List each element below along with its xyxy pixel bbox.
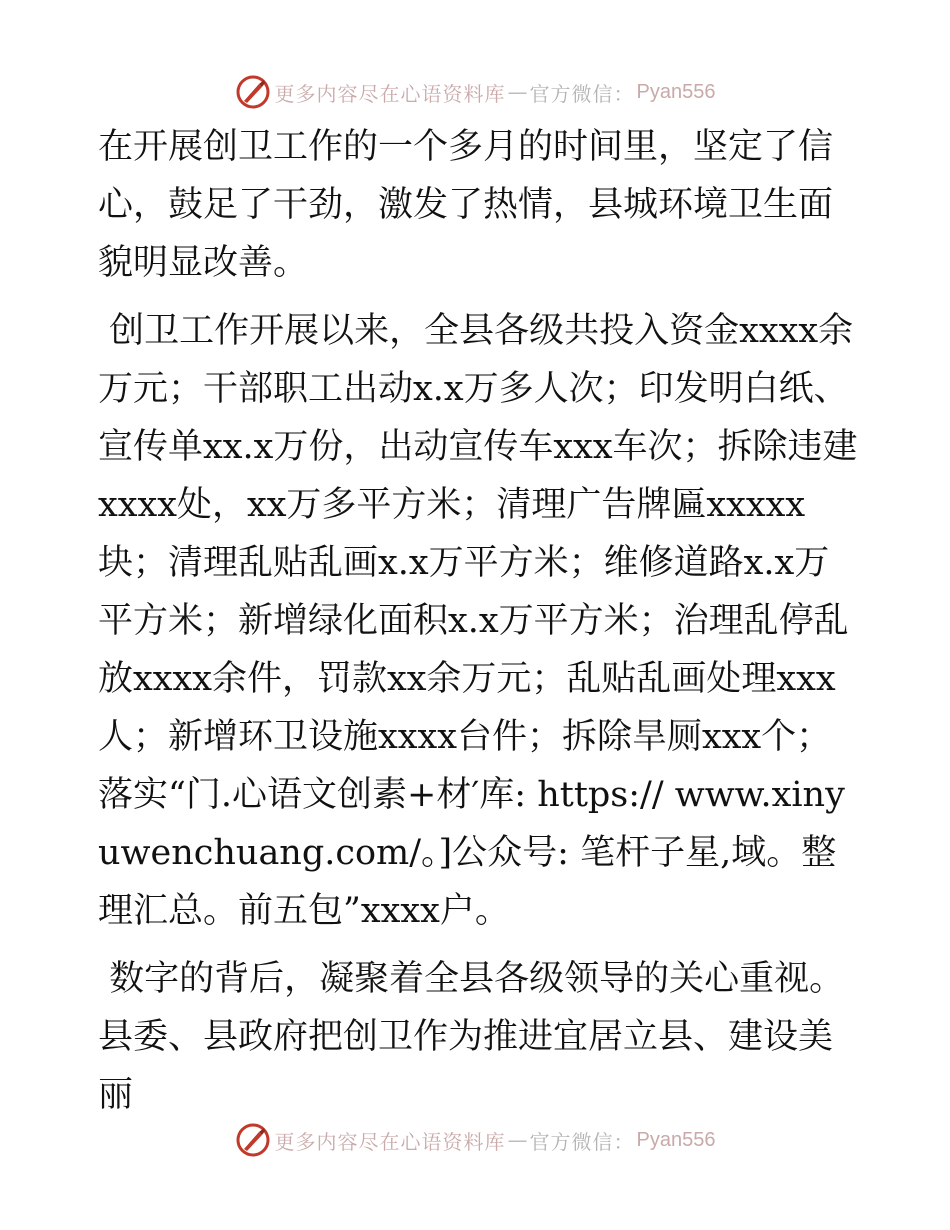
paragraph-2: 创卫工作开展以来，全县各级共投入资金xxxx余万元；干部职工出动x.x万多人次；印发明白纸、宣传单xx.x万份，出动宣传车xxx车次；拆除违建xxxx处，xx万多平方米；清理广告牌匾xxxxx块；清理乱贴乱画x.x万平方米；维修道路x.x万平方米；新增绿化面积x.x万平方米；治理乱停乱放xxxx余件，罚款xx余万元；乱贴乱画处理xxx人；新增环卫设施xxxx台件；拆除旱厕xxx个；落实“门.心语文创素+材′库: https:// www.xinyuwenchuang.com/。]公众号: 笔杆子星,域。整理汇总。前五包”xxxx户。 <box>98 311 858 931</box>
footer-separator: — <box>507 1128 528 1152</box>
document-body <box>98 118 858 1124</box>
paragraph-1: 在开展创卫工作的一个多月的时间里，坚定了信心，鼓足了干劲，激发了热情，县城环境卫生面貌明显改善。 <box>98 127 834 283</box>
header-watermark <box>0 72 950 112</box>
paragraph-3: 数字的背后，凝聚着全县各级领导的关心重视。县委、县政府把创卫作为推进宜居立县、建设美丽 <box>98 959 845 1115</box>
quill-pen-circle-icon <box>235 1122 271 1158</box>
footer-site-text: 更多内容尽在心语资料库 <box>274 1129 506 1154</box>
header-site-text: 更多内容尽在心语资料库 <box>274 81 506 106</box>
footer-wechat-label: 官方微信： <box>529 1129 635 1154</box>
quill-pen-circle-icon <box>235 74 271 110</box>
header-separator: — <box>507 80 528 104</box>
footer-wechat-id: Pyan556 <box>636 1128 716 1151</box>
footer-watermark <box>0 1120 950 1160</box>
header-wechat-id: Pyan556 <box>636 80 716 103</box>
header-wechat-label: 官方微信： <box>529 81 635 106</box>
